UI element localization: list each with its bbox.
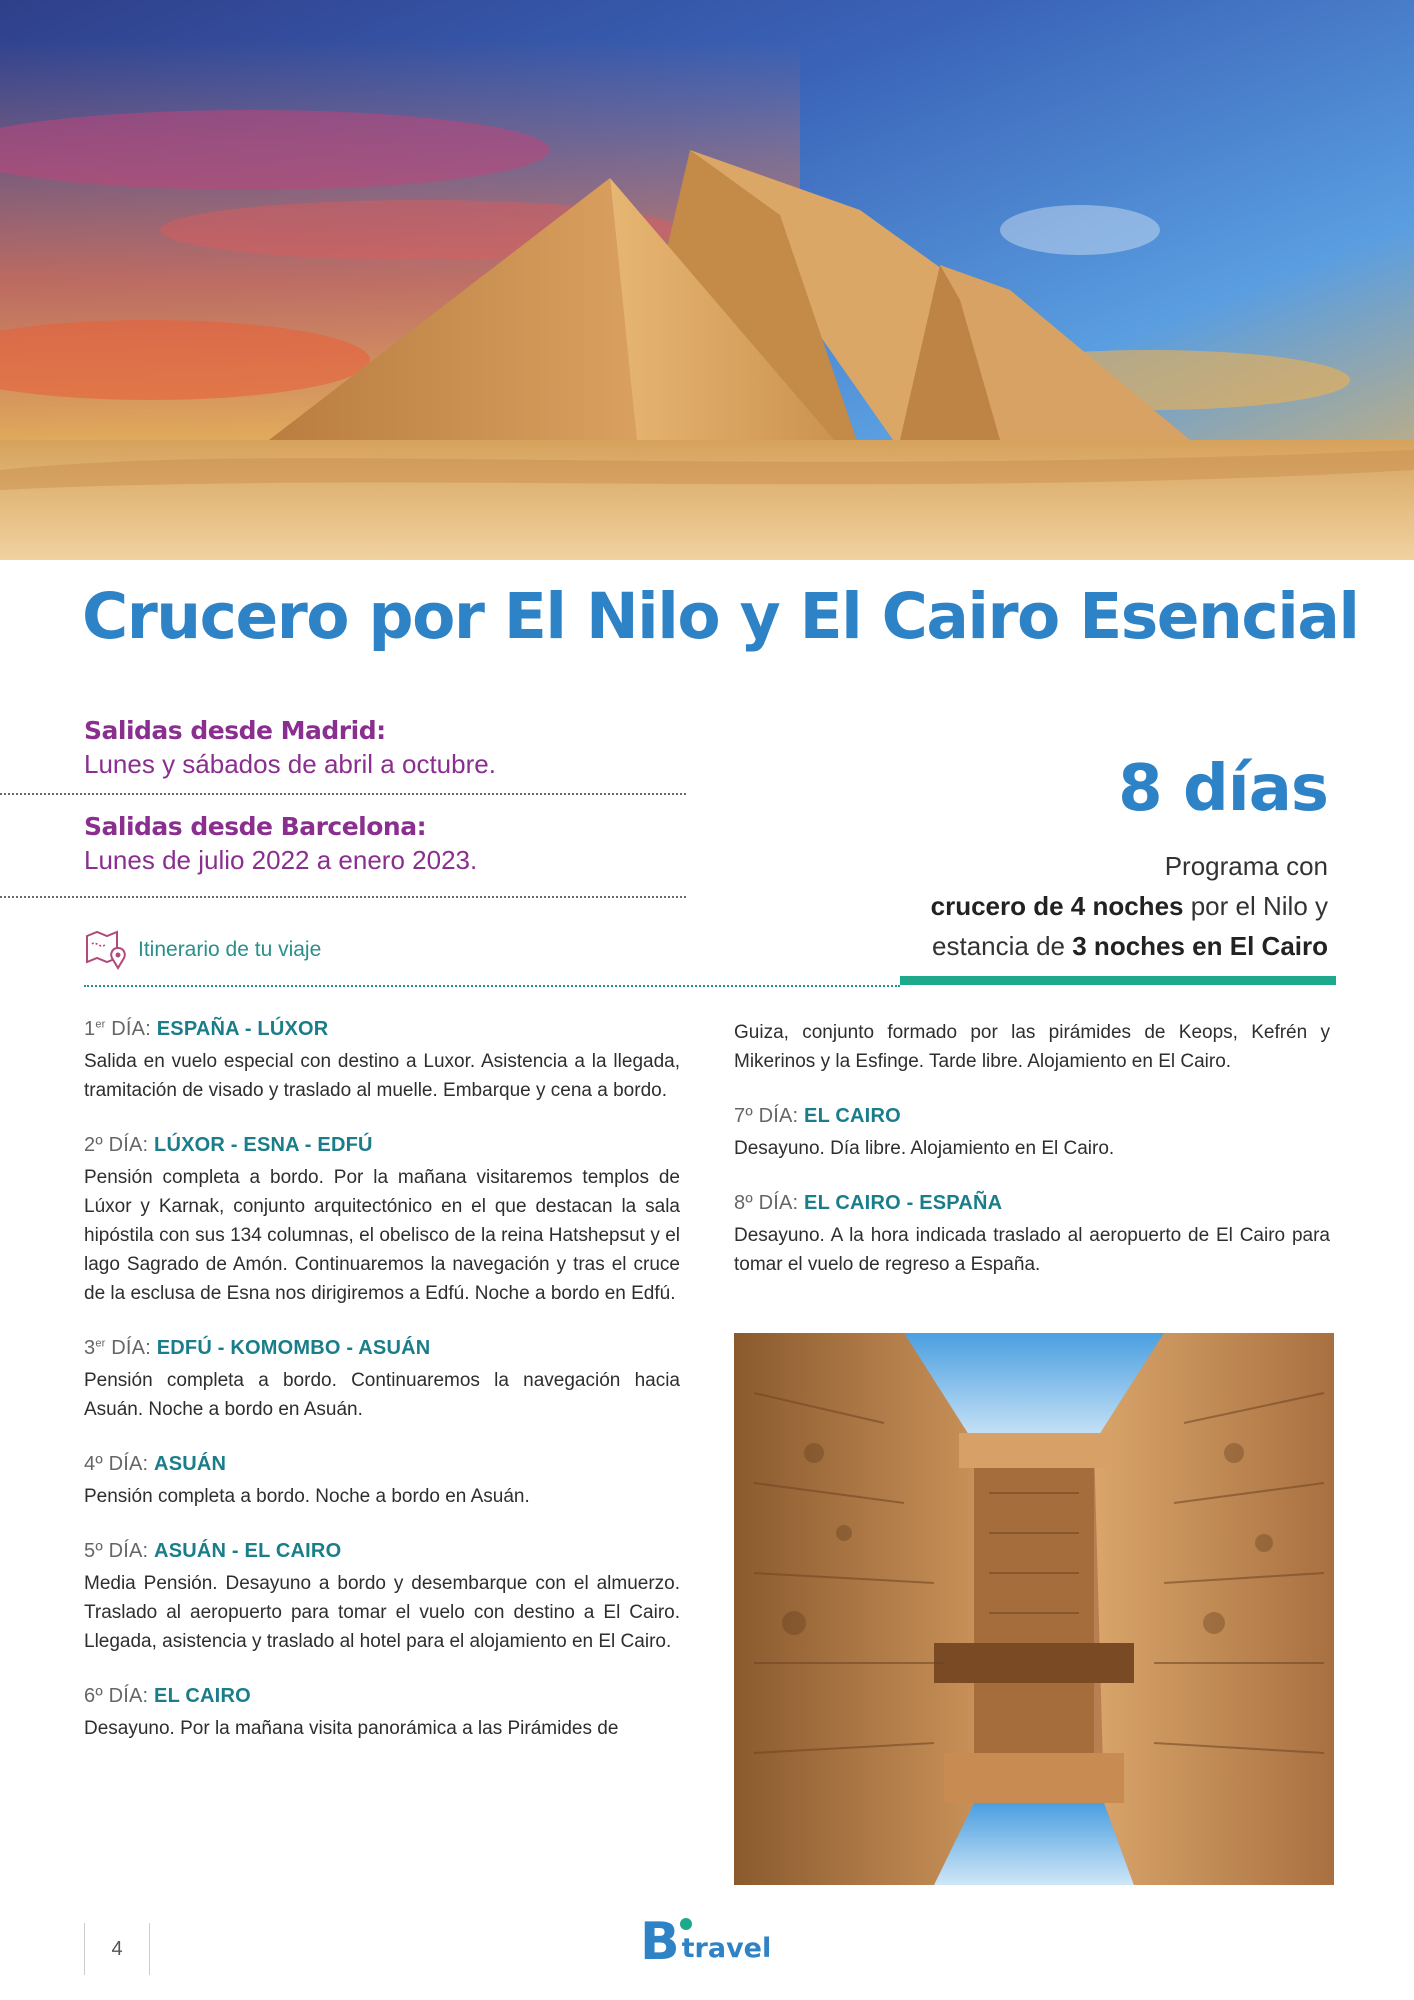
hero-pyramids-image [0, 0, 1414, 560]
departure-label: Salidas desde Madrid: [84, 716, 386, 745]
map-pin-icon [84, 928, 130, 972]
departure-value: Lunes y sábados de abril a octubre. [84, 749, 496, 779]
divider [0, 896, 686, 898]
page-number: 4 [84, 1923, 150, 1975]
itinerary-day [84, 1018, 680, 1105]
btravel-logo [640, 1912, 772, 1972]
page-title: Crucero por El Nilo y El Cairo Esencial [82, 580, 1359, 653]
program-line: Programa con [1164, 851, 1328, 881]
program-line: estancia de 3 noches en El Cairo [932, 931, 1328, 961]
day-description: Desayuno. Por la mañana visita panorámica a las Pirámides de [84, 1718, 619, 1739]
logo-text: travel [681, 1933, 772, 1964]
itinerary-label: Itinerario de tu viaje [138, 938, 322, 961]
program-summary [931, 846, 1328, 966]
divider [84, 985, 900, 987]
departure-value: Lunes de julio 2022 a enero 2023. [84, 845, 478, 875]
day-description: Pensión completa a bordo. Por la mañana visitaremos templos de Lúxor y Karnak, conjunto arquitectónico en el que destacan la sala hipóstila con sus 134 columnas, el obelisco de la reina Hatshepsut y el lago Sagrado de Amón. Continuaremos la navegación y tras el cruce de la esclusa de Esna nos dirigiremos a Edfú. Noche a bordo en Edfú. [84, 1167, 680, 1304]
accent-bar [900, 976, 1336, 985]
itinerary-day [84, 1337, 680, 1424]
day-heading: 7º DÍA: EL CAIRO [734, 1105, 901, 1127]
itinerary-day [734, 1105, 1330, 1163]
departure-label: Salidas desde Barcelona: [84, 812, 427, 841]
day-description: Desayuno. Día libre. Alojamiento en El Cairo. [734, 1138, 1115, 1159]
day-description: Pensión completa a bordo. Noche a bordo en Asuán. [84, 1486, 530, 1507]
logo-dot-icon [680, 1918, 692, 1930]
day-description: Salida en vuelo especial con destino a Luxor. Asistencia a la llegada, tramitación de visado y traslado al muelle. Embarque y cena a bordo. [84, 1051, 680, 1101]
itinerary-left-column [84, 1018, 680, 1772]
temple-image [734, 1333, 1334, 1885]
itinerary-day [84, 1134, 680, 1308]
day-heading: 1er DÍA: ESPAÑA - LÚXOR [84, 1018, 329, 1040]
departures-madrid [84, 716, 684, 780]
logo-letter: B [640, 1912, 680, 1972]
duration: 8 días [1118, 752, 1328, 826]
program-line: crucero de 4 noches por el Nilo y [930, 891, 1328, 921]
itinerary-day-continued [734, 1018, 1330, 1076]
itinerary-right-column [734, 1018, 1330, 1308]
day-heading: 5º DÍA: ASUÁN - EL CAIRO [84, 1540, 342, 1562]
day-description: Desayuno. A la hora indicada traslado al aeropuerto de El Cairo para tomar el vuelo de regreso a España. [734, 1225, 1330, 1275]
divider [0, 793, 686, 795]
day-heading: 8º DÍA: EL CAIRO - ESPAÑA [734, 1192, 1003, 1214]
day-description: Guiza, conjunto formado por las pirámides de Keops, Kefrén y Mikerinos y la Esfinge. Tarde libre. Alojamiento en El Cairo. [734, 1022, 1330, 1072]
day-heading: 6º DÍA: EL CAIRO [84, 1685, 251, 1707]
itinerary-day [734, 1192, 1330, 1279]
day-description: Media Pensión. Desayuno a bordo y desembarque con el almuerzo. Traslado al aeropuerto para tomar el vuelo con destino a El Cairo. Llegada, asistencia y traslado al hotel para el alojamiento en El Cairo. [84, 1573, 680, 1652]
itinerary-day [84, 1685, 680, 1743]
day-description: Pensión completa a bordo. Continuaremos la navegación hacia Asuán. Noche a bordo en Asuán. [84, 1370, 680, 1420]
day-heading: 3er DÍA: EDFÚ - KOMOMBO - ASUÁN [84, 1337, 431, 1359]
departures-barcelona [84, 812, 684, 876]
day-heading: 2º DÍA: LÚXOR - ESNA - EDFÚ [84, 1134, 373, 1156]
itinerary-day [84, 1453, 680, 1511]
itinerary-heading [84, 928, 321, 972]
day-heading: 4º DÍA: ASUÁN [84, 1453, 227, 1475]
itinerary-day [84, 1540, 680, 1656]
